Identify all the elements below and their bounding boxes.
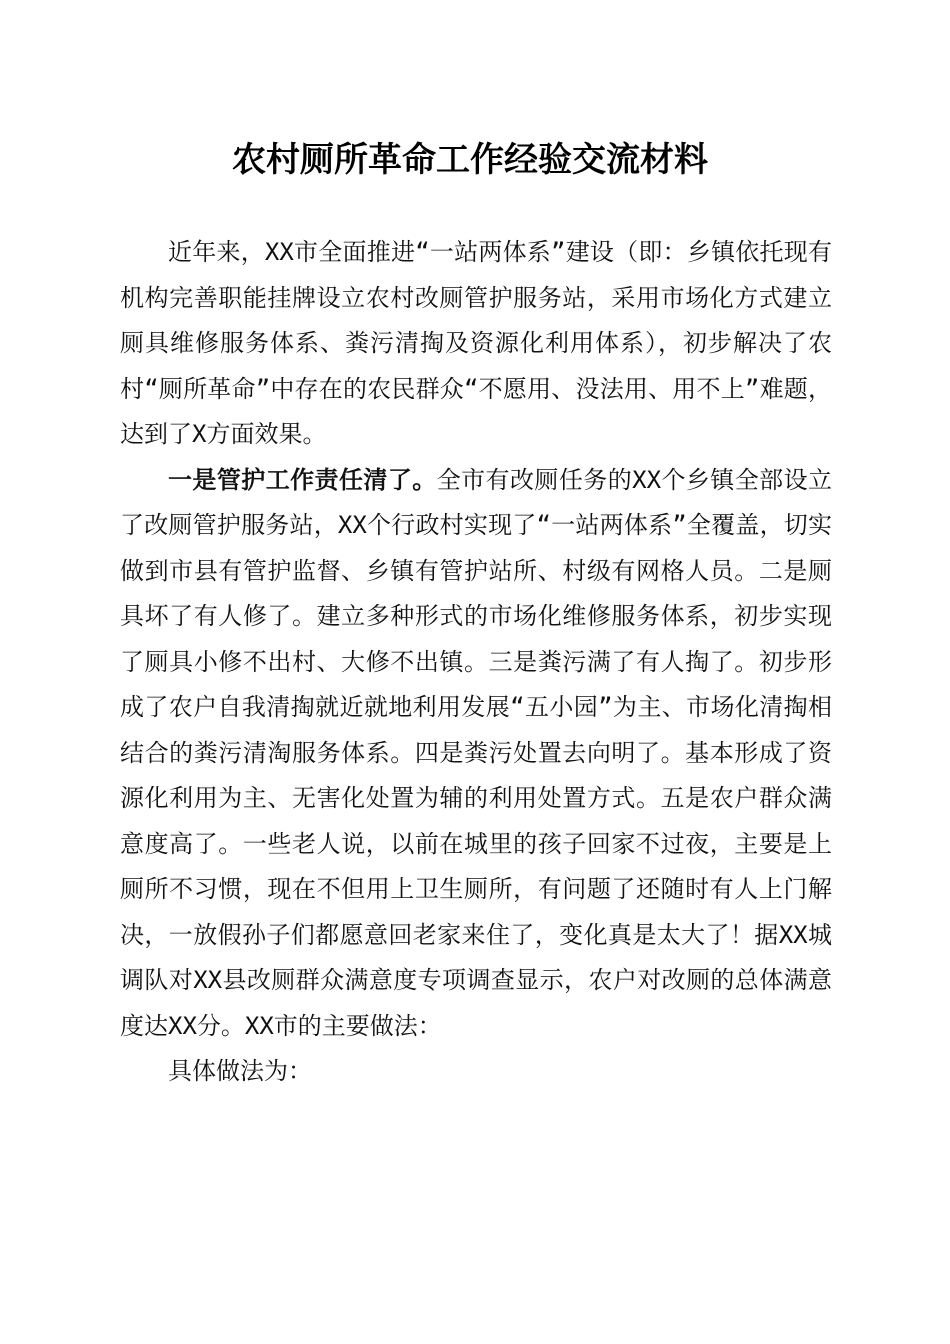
effects-paragraph-lead: 一是管护工作责任清了。 <box>168 465 437 494</box>
document-body <box>120 230 832 1095</box>
intro-paragraph-text: 近年来，XX市全面推进“一站两体系”建设（即：乡镇依托现有机构完善职能挂牌设立农村改厕管护服务站，采用市场化方式建立厕具维修服务体系、粪污清掏及资源化利用体系），初步解决了农村“厕所革命”中存在的农民群众“不愿用、没法用、用不上”难题，达到了X方面效果。 <box>120 238 832 448</box>
methods-paragraph-text: 具体做法为： <box>168 1057 312 1085</box>
methods-paragraph <box>120 1049 832 1095</box>
effects-paragraph <box>120 458 832 1050</box>
intro-paragraph <box>120 230 832 458</box>
document-title: 农村厕所革命工作经验交流材料 <box>232 140 708 180</box>
effects-paragraph-text: 全市有改厕任务的XX个乡镇全部设立了改厕管护服务站，XX个行政村实现了“一站两体系”全覆盖，切实做到市县有管护监督、乡镇有管护站所、村级有网格人员。二是厕具坏了有人修了。建立多种形式的市场化维修服务体系，初步实现了厕具小修不出村、大修不出镇。三是粪污满了有人掏了。初步形成了农户自我清掏就近就地利用发展“五小园”为主、市场化清掏相结合的粪污清淘服务体系。四是粪污处置去向明了。基本形成了资源化利用为主、无害化处置为辅的利用处置方式。五是农户群众满意度高了。一些老人说，以前在城里的孩子回家不过夜，主要是上厕所不习惯，现在不但用上卫生厕所，有问题了还随时有人上门解决，一放假孙子们都愿意回老家来住了，变化真是太大了！据XX城调队对XX县改厕群众满意度专项调查显示，农户对改厕的总体满意度达XX分。XX市的主要做法： <box>120 465 833 1040</box>
